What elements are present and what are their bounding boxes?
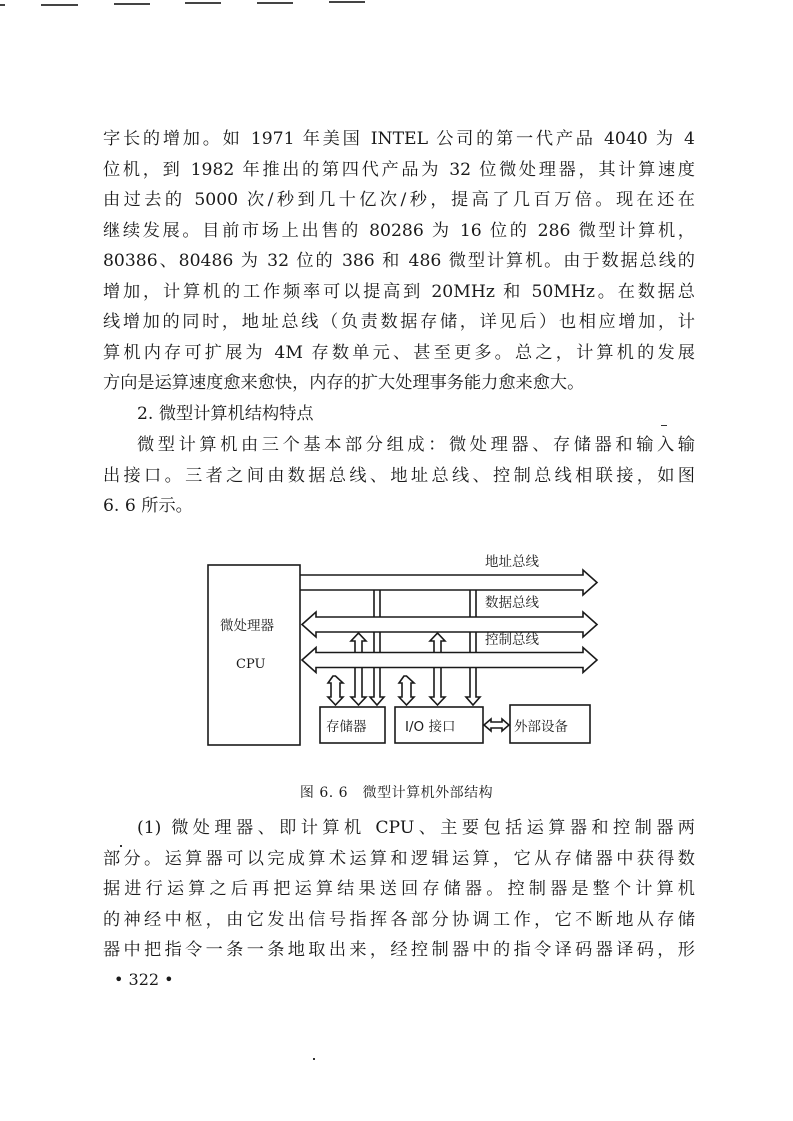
text-line: 位机，到 1982 年推出的第四代产品为 32 位微处理器，其计算速度 (103, 159, 695, 180)
memory-bidirectional-arrow (328, 676, 343, 705)
text-line: 微型计算机由三个基本部分组成：微处理器、存储器和输入输 (137, 435, 695, 455)
memory-data-down-arrow (351, 668, 366, 706)
text-line: 据进行运算之后再把运算结果送回存储器。控制器是整个计算机 (103, 879, 695, 899)
text-line: 部分。运算器可以完成算术运算和逻辑运算，它从存储器中获得数 (103, 848, 695, 869)
io-external-double-arrow (484, 719, 509, 731)
text-line: 字长的增加。如 1971 年美国 INTEL 公司的第一代产品 4040 为 4 (103, 129, 695, 149)
text-line: 由过去的 5000 次/秒到几十亿次/秒，提高了几百万倍。现在还在 (103, 190, 695, 210)
figure-caption: 图 6. 6 微型计算机外部结构 (299, 785, 494, 801)
io-data-up-arrow (430, 633, 445, 653)
text-line: (1) 微处理器、即计算机 CPU、主要包括运算器和控制器两 (137, 818, 695, 838)
address-bus-arrow (300, 570, 597, 595)
text-line: 算机内存可扩展为 4M 存数单元、甚至更多。总之，计算机的发展 (103, 342, 695, 363)
io-interface-label: I/O 接口 (405, 719, 456, 735)
paragraph-cpu (103, 813, 695, 966)
text-line: 的神经中枢，由它发出信号指挥各部分协调工作，它不断地从存储 (103, 909, 695, 930)
page-number: • 322 • (114, 970, 174, 989)
address-line-to-io (470, 590, 476, 653)
data-bus-arrow (302, 612, 597, 637)
io-bidirectional-arrow (399, 676, 414, 705)
section-heading: 2. 微型计算机结构特点 (137, 404, 314, 424)
text-line: 6. 6 所示。 (103, 496, 193, 516)
control-bus-label: 控制总线 (485, 632, 539, 648)
cpu-label-chinese: 微处理器 (220, 618, 274, 634)
text-line: 80386、80486 为 32 位的 386 和 486 微型计算机。由于数据总线的 (103, 251, 695, 271)
text-line: 线增加的同时，地址总线（负责数据存储，详见后）也相应增加，计 (103, 312, 695, 332)
text-line: 器中把指令一条一条地取出来，经控制器中的指令译码器译码，形 (103, 940, 695, 960)
control-bus-arrow (302, 648, 597, 673)
address-line-to-memory (374, 590, 380, 653)
text-line: 方向是运算速度愈来愈快，内存的扩大处理事务能力愈来愈大。 (103, 373, 585, 393)
io-data-down-arrow (430, 668, 445, 706)
text-line: 增加，计算机的工作频率可以提高到 20MHz 和 50MHz。在数据总 (103, 281, 695, 302)
text-line: 继续发展。目前市场上出售的 80286 为 16 位的 286 微型计算机， (103, 220, 695, 241)
text-line: 出接口。三者之间由数据总线、地址总线、控制总线相联接，如图 (103, 465, 695, 486)
scan-speck (313, 1058, 315, 1060)
external-device-label: 外部设备 (514, 719, 568, 735)
address-bus-label: 地址总线 (485, 554, 539, 570)
memory-data-up-arrow (351, 633, 366, 653)
io-address-down-arrow (466, 668, 480, 706)
cpu-box (208, 565, 300, 745)
memory-label: 存储器 (326, 719, 367, 735)
data-bus-label: 数据总线 (485, 595, 539, 611)
memory-address-down-arrow (370, 668, 384, 706)
cpu-label-english: CPU (236, 657, 266, 672)
